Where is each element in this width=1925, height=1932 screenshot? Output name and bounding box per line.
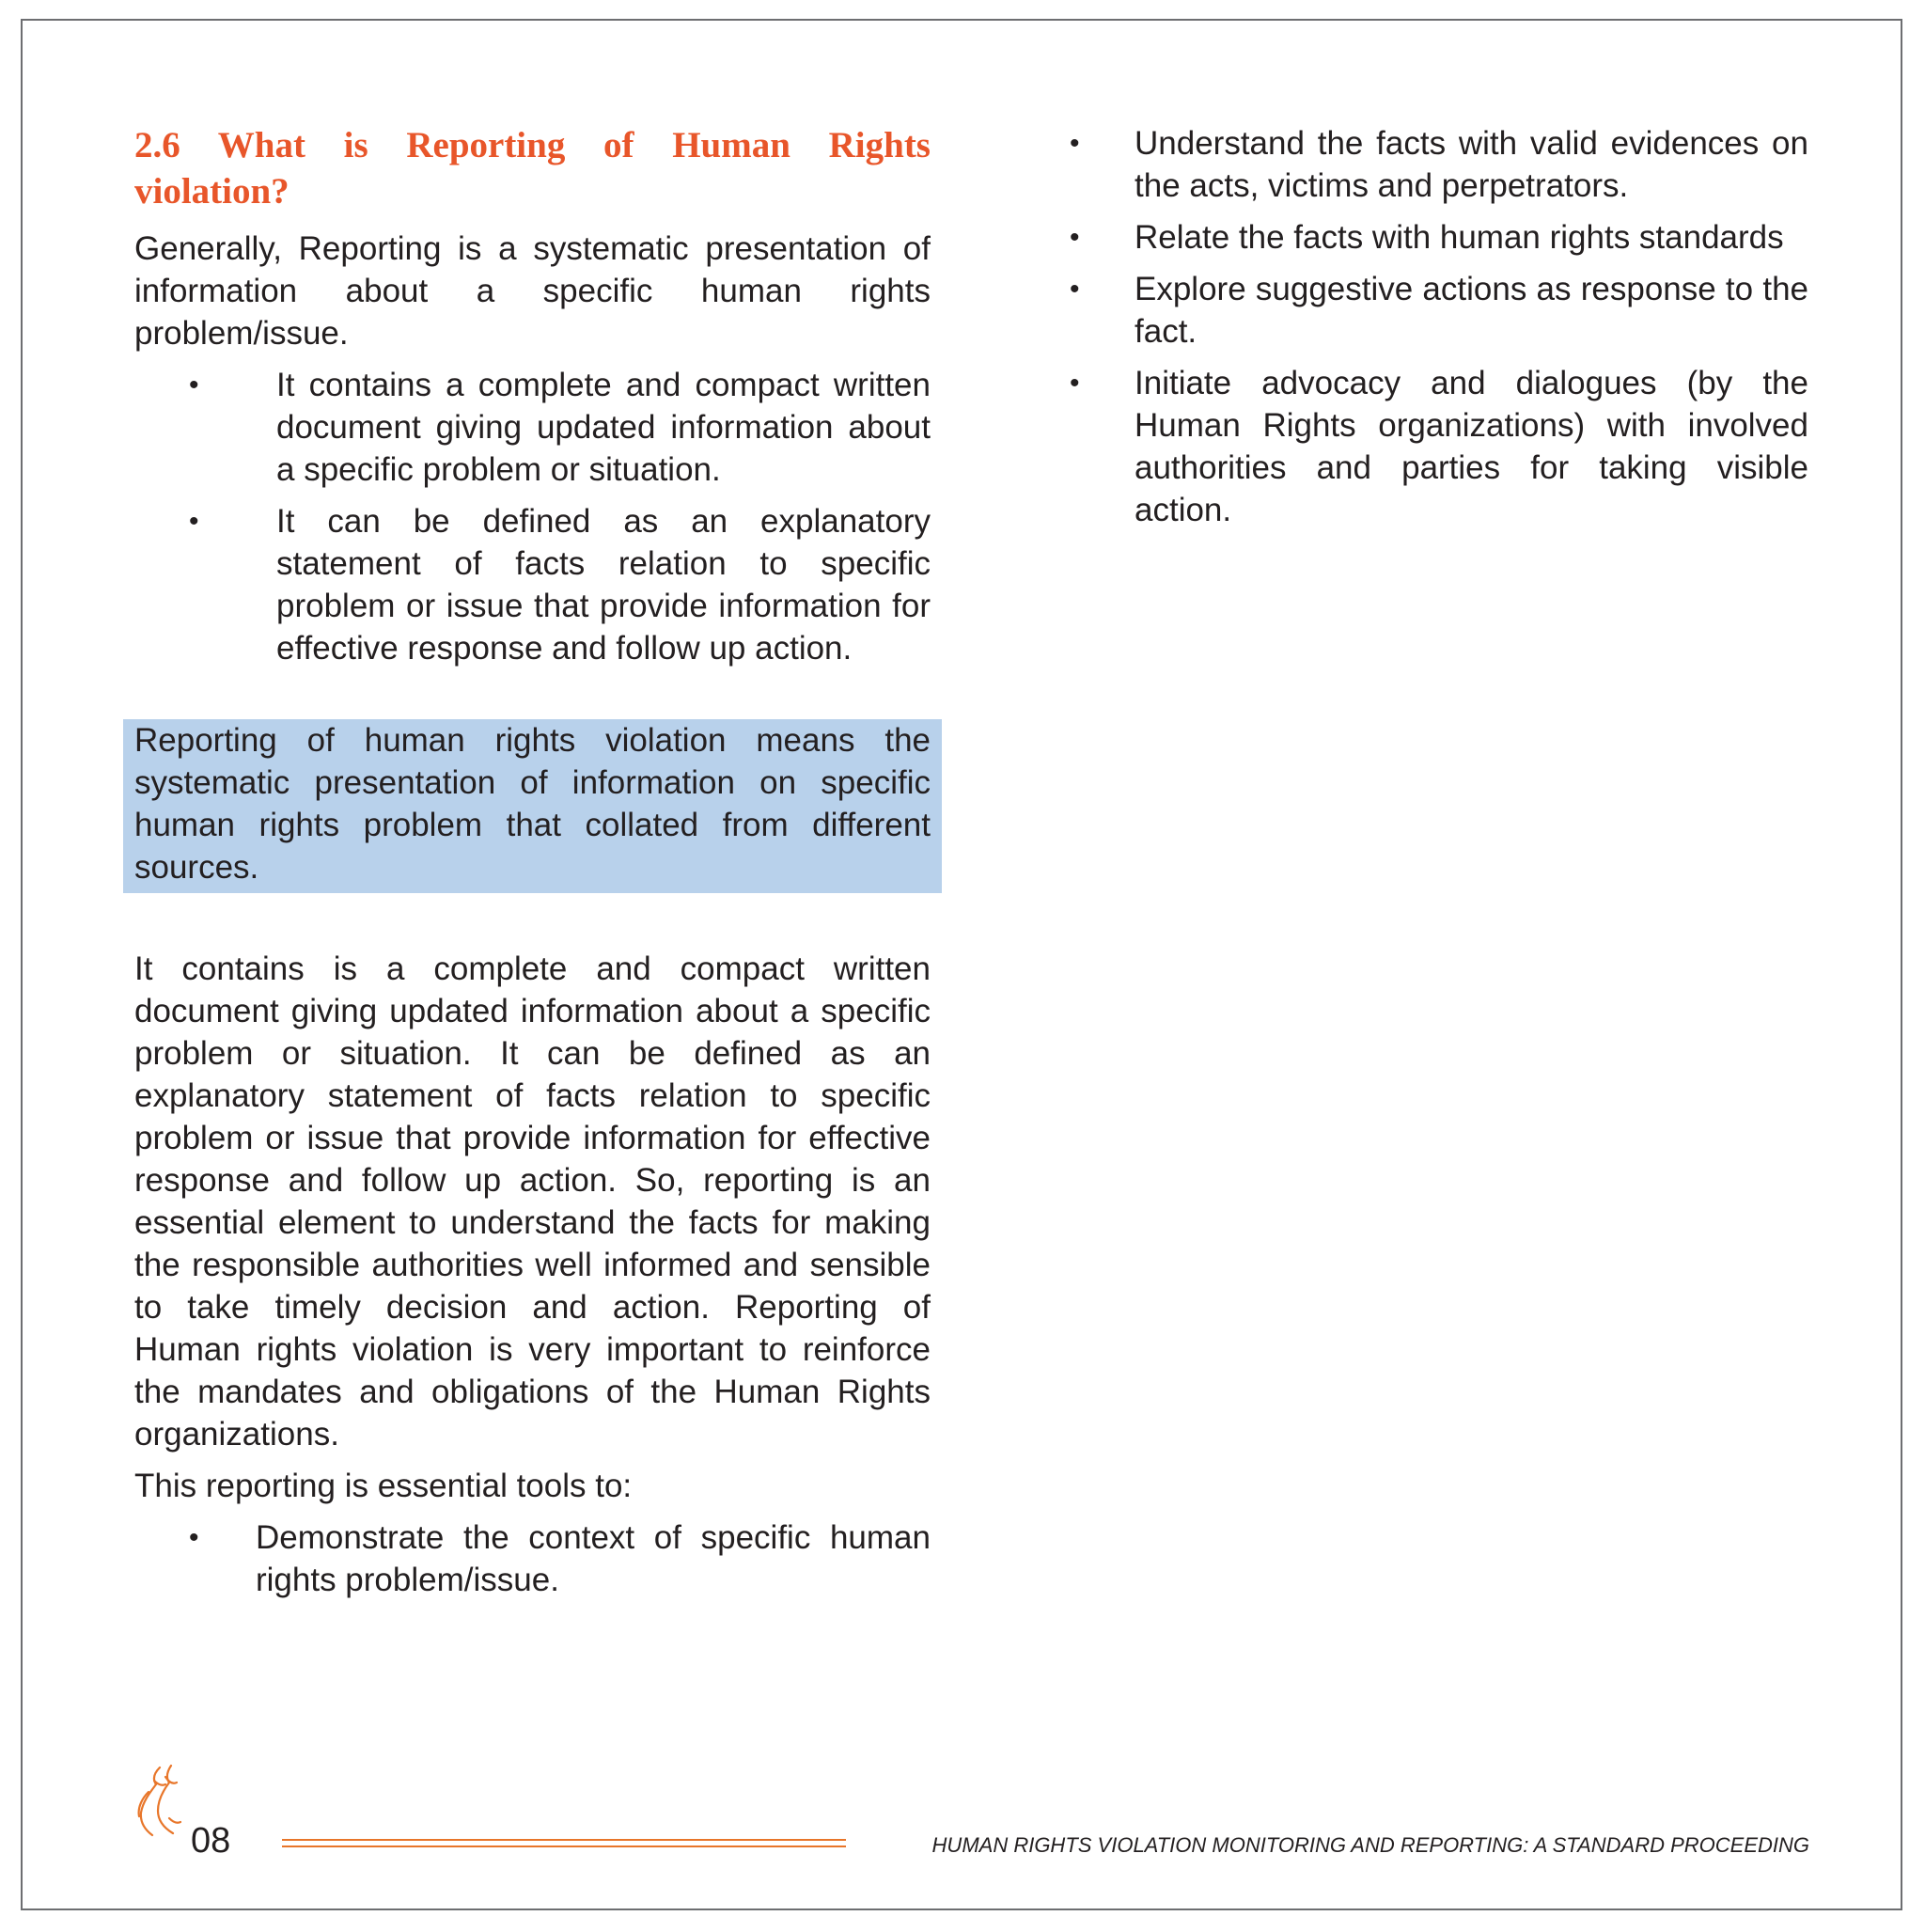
left-column xyxy=(134,122,931,1610)
footer-title: HUMAN RIGHTS VIOLATION MONITORING AND REPORTING: A STANDARD PROCEEDING xyxy=(931,1833,1809,1857)
body-paragraph: It contains is a complete and compact written document giving updated information about a specific problem or situation. It can be defined as an explanatory statement of facts relation to specific problem or issue that provide information for effective response and follow up action. So, reporting is an essential element to understand the facts for making the responsible authorities well informed and sensible to take timely decision and action. Reporting of Human rights violation is very important to reinforce the mandates and obligations of the Human Rights organizations. xyxy=(134,950,931,1453)
list-item xyxy=(1056,216,1808,259)
intro-paragraph: Generally, Reporting is a systematic presentation of information about a specific human rights problem/issue. xyxy=(134,230,931,352)
list-item xyxy=(134,500,931,669)
bullet-icon: • xyxy=(189,1522,199,1553)
bullet-icon: • xyxy=(1070,274,1080,305)
highlight-box xyxy=(123,719,942,893)
human-figures-logo-icon xyxy=(132,1764,190,1841)
highlight-text: Reporting of human rights violation means the systematic presentation of information on specific human rights problem that collated from different sources. xyxy=(134,722,931,886)
list-item xyxy=(134,364,931,491)
list-item xyxy=(134,1516,931,1601)
bullet-icon: • xyxy=(1070,368,1080,399)
definition-bullet-list xyxy=(134,364,931,669)
list-item-text: Explore suggestive actions as response to the fact. xyxy=(1135,271,1808,350)
page-number: 08 xyxy=(191,1821,231,1861)
list-item-text: Understand the facts with valid evidences on the acts, victims and perpetrators. xyxy=(1135,125,1808,204)
section-heading-line-1: 2.6 What is Reporting of Human Rights xyxy=(134,125,931,165)
list-item-text: Demonstrate the context of specific human rights problem/issue. xyxy=(256,1519,931,1598)
bullet-icon: • xyxy=(189,369,199,401)
bullet-icon: • xyxy=(189,506,199,537)
footer-rule xyxy=(282,1839,846,1850)
list-item xyxy=(1056,268,1808,353)
section-heading xyxy=(134,122,931,214)
list-item xyxy=(1056,122,1808,207)
list-item-text: Initiate advocacy and dialogues (by the Human Rights organizations) with involved authorities and parties for taking visible action. xyxy=(1135,365,1808,528)
section-heading-line-2: violation? xyxy=(134,171,290,212)
tools-bullet-list xyxy=(134,1516,931,1601)
bullet-icon: • xyxy=(1070,128,1080,159)
tools-bullet-list-continued xyxy=(1056,122,1808,531)
right-column xyxy=(1056,122,1808,541)
tools-intro: This reporting is essential tools to: xyxy=(134,1468,633,1504)
list-item-text: It can be defined as an explanatory statement of facts relation to specific problem or issue that provide information for effective response and follow up action. xyxy=(276,503,931,667)
list-item xyxy=(1056,362,1808,531)
list-item-text: It contains a complete and compact written document giving updated information about a specific problem or situation. xyxy=(276,367,931,488)
list-item-text: Relate the facts with human rights standards xyxy=(1135,219,1784,256)
bullet-icon: • xyxy=(1070,222,1080,253)
